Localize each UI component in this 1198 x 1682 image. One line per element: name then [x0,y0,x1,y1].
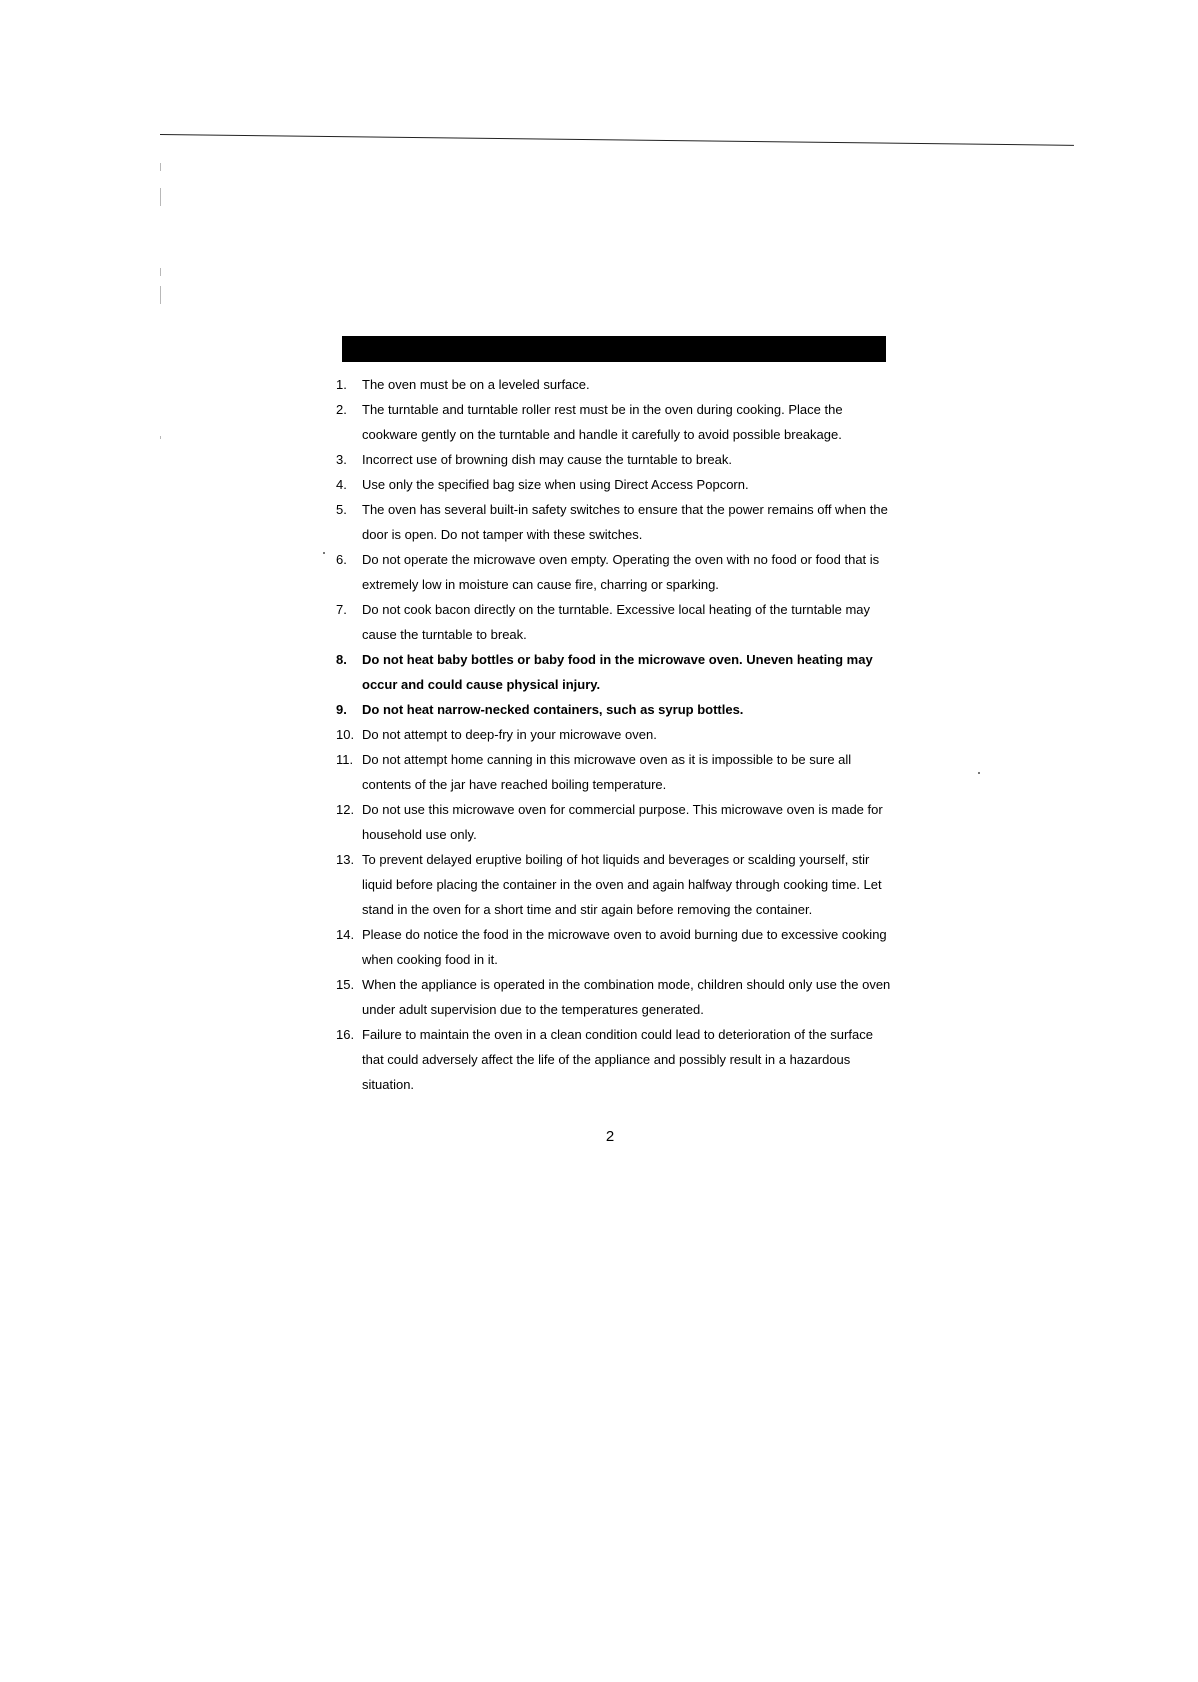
section-header-bar [342,336,886,362]
instruction-number: 1. [336,377,347,392]
instruction-number: 4. [336,477,347,492]
scan-dot [978,772,980,774]
instruction-number: 9. [336,702,347,717]
instruction-list [336,372,896,1097]
instruction-item [336,797,896,847]
instruction-item [336,972,896,1022]
instruction-text: Do not operate the microwave oven empty. Operating the oven with no food or food that is extremely low in moisture can cause fire, charring or sparking. [362,552,880,592]
instruction-number: 11. [336,752,354,767]
instruction-item [336,647,896,697]
scan-speck [160,188,161,206]
instruction-item [336,497,896,547]
instruction-text: Do not attempt home canning in this microwave oven as it is impossible to be sure all contents of the jar have reached boiling temperature. [362,752,852,792]
instruction-number: 12. [336,802,355,817]
scan-speck [160,436,161,439]
instruction-text: Do not attempt to deep-fry in your microwave oven. [362,727,657,742]
instruction-number: 15. [336,977,355,992]
instruction-item [336,747,896,797]
scan-speck [160,268,161,276]
instruction-text: Do not heat baby bottles or baby food in the microwave oven. Uneven heating may occur and could cause physical injury. [362,652,873,692]
instruction-item [336,722,896,747]
instruction-text: Please do notice the food in the microwave oven to avoid burning due to excessive cooking when cooking food in it. [362,927,887,967]
instruction-item [336,847,896,922]
scan-dot [323,552,325,554]
instruction-number: 7. [336,602,347,617]
instruction-number: 6. [336,552,347,567]
instruction-text: Incorrect use of browning dish may cause the turntable to break. [362,452,732,467]
instruction-number: 14. [336,927,355,942]
instruction-number: 10. [336,727,355,742]
instruction-text: The oven must be on a leveled surface. [362,377,590,392]
instruction-number: 5. [336,502,347,517]
instruction-text: Do not use this microwave oven for commercial purpose. This microwave oven is made for household use only. [362,802,883,842]
instruction-item [336,1022,896,1097]
instruction-text: When the appliance is operated in the combination mode, children should only use the oven under adult supervision due to the temperatures generated. [362,977,891,1017]
instruction-item [336,397,896,447]
instruction-text: Do not cook bacon directly on the turntable. Excessive local heating of the turntable may cause the turntable to break. [362,602,871,642]
instruction-number: 8. [336,652,347,667]
instruction-number: 2. [336,402,347,417]
instruction-item [336,472,896,497]
instruction-item [336,447,896,472]
instruction-text: The turntable and turntable roller rest must be in the oven during cooking. Place the cookware gently on the turntable and handle it carefully to avoid possible breakage. [362,402,843,442]
instruction-item [336,597,896,647]
instruction-text: Do not heat narrow-necked containers, such as syrup bottles. [362,702,744,717]
instruction-text: Use only the specified bag size when using Direct Access Popcorn. [362,477,749,492]
scan-speck [160,286,161,304]
instruction-item [336,697,896,722]
instruction-text: The oven has several built-in safety switches to ensure that the power remains off when the door is open. Do not tamper with these switches. [362,502,888,542]
instruction-number: 3. [336,452,347,467]
instruction-item [336,547,896,597]
instruction-number: 13. [336,852,355,867]
instruction-item [336,922,896,972]
instruction-number: 16. [336,1027,355,1042]
page-number: 2 [605,1128,615,1145]
instruction-text: Failure to maintain the oven in a clean condition could lead to deterioration of the surface that could adversely affect the life of the appliance and possibly result in a hazardous situation. [362,1027,873,1092]
instruction-text: To prevent delayed eruptive boiling of hot liquids and beverages or scalding yourself, stir liquid before placing the container in the oven and again halfway through cooking time. Let stand in the oven for a short time and stir again before removing the container. [362,852,882,917]
top-rule-line [160,134,1074,146]
instruction-item [336,372,896,397]
scan-speck [160,163,161,171]
